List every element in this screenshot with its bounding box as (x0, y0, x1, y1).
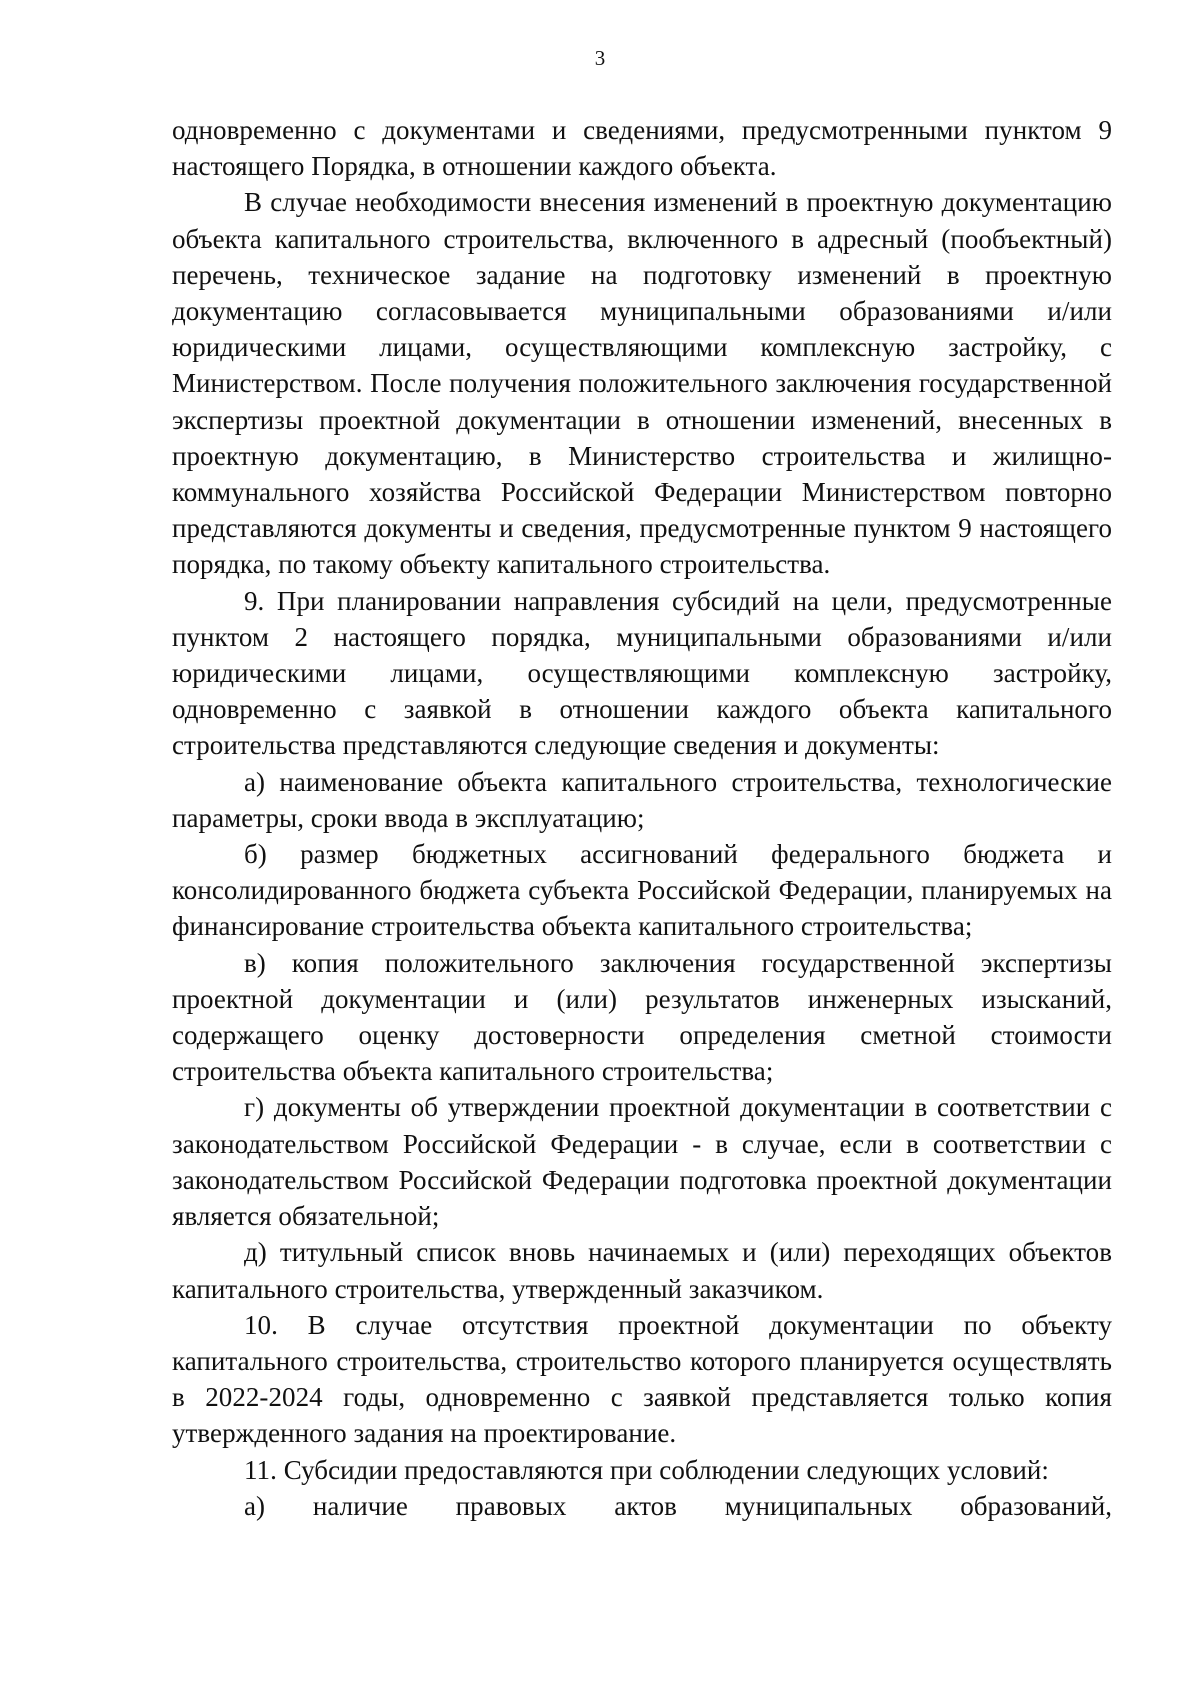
paragraph: 11. Субсидии предоставляются при соблюдении следующих условий: (244, 1454, 1049, 1485)
paragraph: а) наименование объекта капитального строительства, технологические параметры, сроки ввода в эксплуатацию; (172, 766, 1112, 833)
paragraph: г) документы об утверждении проектной документации в соответствии с законодательством Российской Федерации - в случае, если в соответствии с законодательством Российской Федерации подготовка проектной документации является обязательной; (172, 1092, 1112, 1232)
paragraph: одновременно с документами и сведениями, предусмотренными пунктом 9 настоящего Порядка, в отношении каждого объекта. (172, 115, 1112, 182)
document-body (172, 112, 1112, 1524)
paragraph: а) наличие правовых актов муниципальных образований, (244, 1490, 1112, 1521)
page-number: 3 (594, 46, 606, 70)
paragraph: 10. В случае отсутствия проектной документации по объекту капитального строительства, строительство которого планируется осуществлять в 2022-2024 годы, одновременно с заявкой представляется только копия утвержденного задания на проектирование. (172, 1309, 1112, 1449)
paragraph: В случае необходимости внесения изменений в проектную документацию объекта капитального строительства, включенного в адресный (пообъектный) перечень, техническое задание на подготовку изменений в проектную документацию согласовывается муниципальными образованиями и/или юридическими лицами, осуществляющими комплексную застройку, с Министерством. После получения положительного заключения государственной экспертизы проектной документации в отношении изменений, внесенных в проектную документацию, в Министерство строительства и жилищно-коммунального хозяйства Российской Федерации Министерством повторно представляются документы и сведения, предусмотренные пунктом 9 настоящего порядка, по такому объекту капитального строительства. (172, 187, 1112, 580)
paragraph: б) размер бюджетных ассигнований федерального бюджета и консолидированного бюджета субъекта Российской Федерации, планируемых на финансирование строительства объекта капитального строительства; (172, 839, 1112, 942)
paragraph: 9. При планировании направления субсидий на цели, предусмотренные пунктом 2 настоящего порядка, муниципальными образованиями и/или юридическими лицами, осуществляющими комплексную застройку, одновременно с заявкой в отношении каждого объекта капитального строительства представляются следующие сведения и документы: (172, 585, 1112, 761)
paragraph: д) титульный список вновь начинаемых и (или) переходящих объектов капитального строительства, утвержденный заказчиком. (172, 1237, 1112, 1304)
paragraph: в) копия положительного заключения государственной экспертизы проектной документации и (или) результатов инженерных изысканий, содержащего оценку достоверности определения сметной стоимости строительства объекта капитального строительства; (172, 947, 1112, 1087)
